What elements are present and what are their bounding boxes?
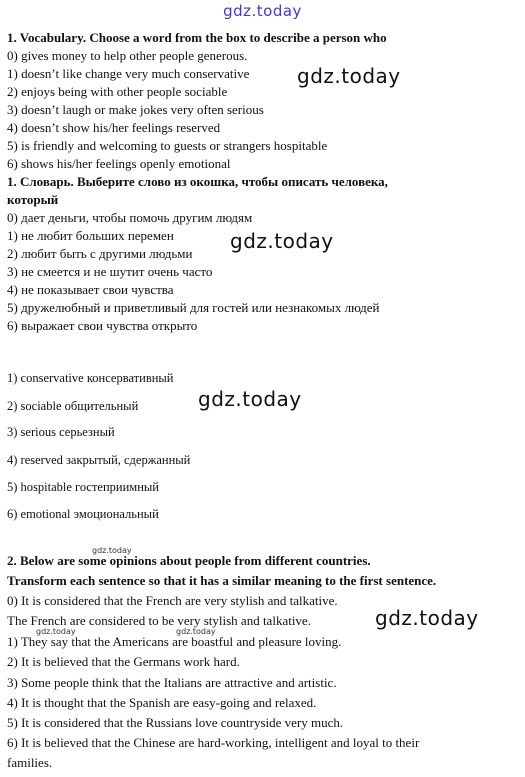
section1-title: 1. Vocabulary. Choose a word from the box to describe a person who <box>7 30 387 45</box>
section2-item-0-answer: The French are considered to be very stylish and talkative. <box>7 613 311 628</box>
section2-item-1: 1) They say that the Americans are boastful and pleasure loving. <box>7 634 342 649</box>
section1-ru-item-6: 6) выражает свои чувства открыто <box>7 318 198 333</box>
section1-item-1: 1) doesn’t like change very much conservative <box>7 66 250 81</box>
answer-5: 5) hospitable гостеприимный <box>7 480 159 494</box>
section1-ru-item-0: 0) дает деньги, чтобы помочь другим людям <box>7 210 253 225</box>
section2-title-line2: Transform each sentence so that it has a similar meaning to the first sentence. <box>7 573 437 588</box>
answer-2: 2) sociable общительный <box>7 399 139 413</box>
watermark-1: gdz.today <box>297 64 401 88</box>
section2-item-0: 0) It is considered that the French are very stylish and talkative. <box>7 593 338 608</box>
section2-item-2: 2) It is believed that the Germans work hard. <box>7 654 240 669</box>
watermark-4: gdz.today <box>375 606 479 630</box>
section2-item-5: 5) It is considered that the Russians love countryside very much. <box>7 715 344 730</box>
section1-ru-item-3: 3) не смеется и не шутит очень часто <box>7 264 213 279</box>
section2-item-6: 6) It is believed that the Chinese are hard-working, intelligent and loyal to their <box>7 735 420 750</box>
watermark-3: gdz.today <box>198 387 302 411</box>
section1-ru-title-line1: 1. Словарь. Выберите слово из окошка, чтобы описать человека, <box>7 174 388 189</box>
section1-item-4: 4) doesn’t show his/her feelings reserved <box>7 120 221 135</box>
section2-item-6-cont: families. <box>7 755 53 770</box>
section1-ru-item-2: 2) любит быть с другими людьми <box>7 246 193 261</box>
section1-item-5: 5) is friendly and welcoming to guests or strangers hospitable <box>7 138 328 153</box>
watermark-small-1: gdz.today <box>92 546 132 555</box>
watermark-2: gdz.today <box>230 229 334 253</box>
section2-item-3: 3) Some people think that the Italians are attractive and artistic. <box>7 675 337 690</box>
watermark-small-3: gdz.today <box>176 627 216 636</box>
section1-item-3: 3) doesn’t laugh or make jokes very often serious <box>7 102 264 117</box>
section1-ru-item-5: 5) дружелюбный и приветливый для гостей или незнакомых людей <box>7 300 380 315</box>
section2-item-4: 4) It is thought that the Spanish are easy-going and relaxed. <box>7 695 317 710</box>
answer-3: 3) serious серьезный <box>7 425 115 439</box>
section2-title-line1: 2. Below are some opinions about people from different countries. <box>7 553 371 568</box>
watermark-small-2: gdz.today <box>36 627 76 636</box>
section1-item-6: 6) shows his/her feelings openly emotional <box>7 156 231 171</box>
section1-ru-item-4: 4) не показывает свои чувства <box>7 282 174 297</box>
section1-ru-title-line2: который <box>7 192 59 207</box>
section1-item-0: 0) gives money to help other people generous. <box>7 48 248 63</box>
section1-item-2: 2) enjoys being with other people sociable <box>7 84 228 99</box>
answer-6: 6) emotional эмоциональный <box>7 507 159 521</box>
answer-1: 1) conservative консервативный <box>7 371 174 385</box>
header-watermark: gdz.today <box>223 2 302 20</box>
answer-4: 4) reserved закрытый, сдержанный <box>7 453 191 467</box>
section1-ru-item-1: 1) не любит больших перемен <box>7 228 174 243</box>
